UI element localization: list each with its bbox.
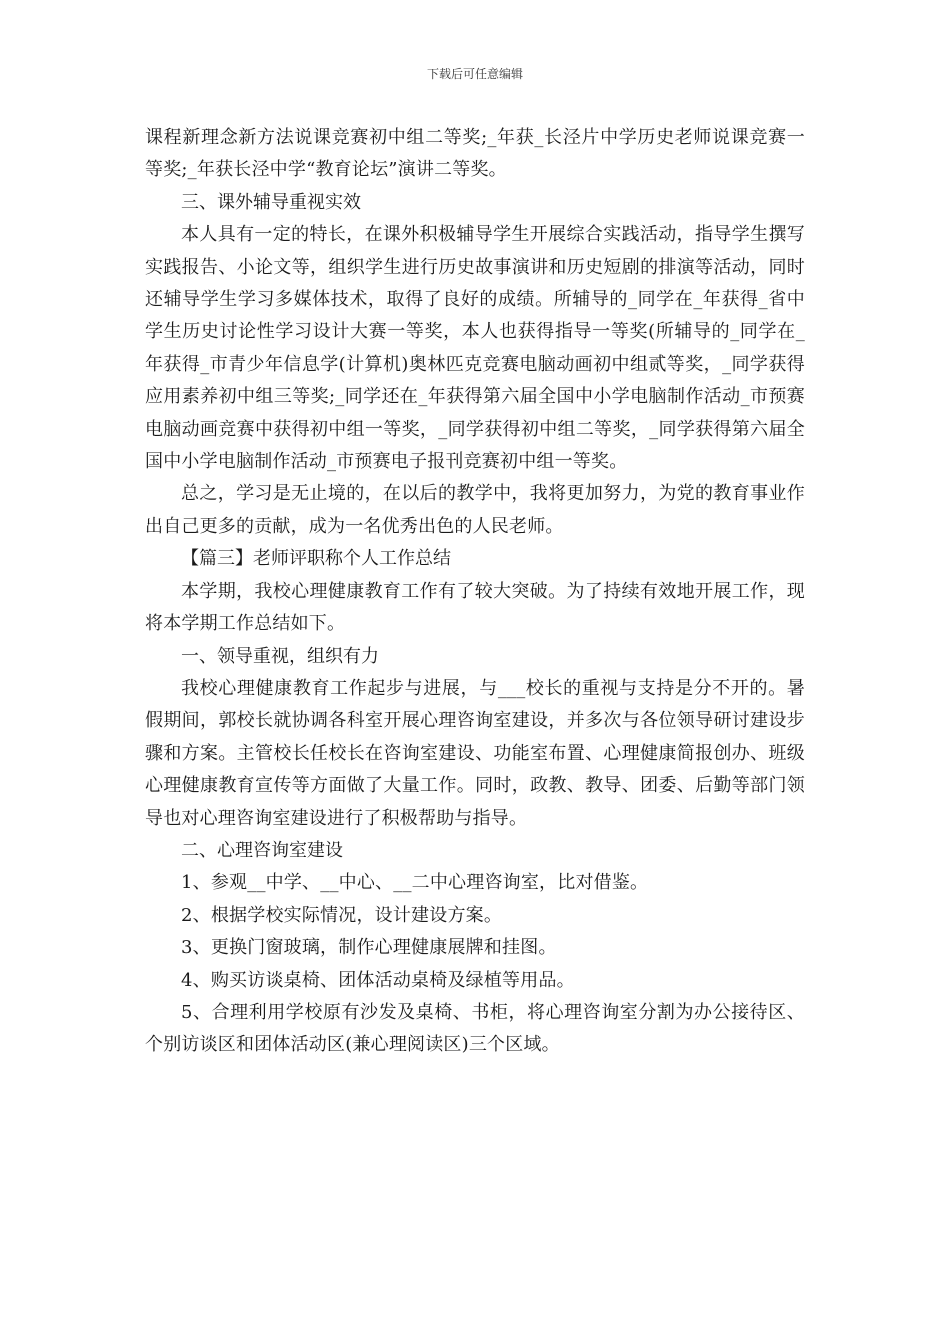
paragraph-intro: 本学期，我校心理健康教育工作有了较大突破。为了持续有效地开展工作，现将本学期工作总结如下。 [145, 580, 805, 635]
list-item: 4、购买访谈桌椅、团体活动桌椅及绿植等用品。 [181, 969, 575, 991]
section-heading-extracurricular: 三、课外辅导重视实效 [181, 191, 361, 213]
document-body [145, 122, 805, 1062]
list-item: 5、合理利用学校原有沙发及桌椅、书柜，将心理咨询室分割为办公接待区、个别访谈区和团体活动区(兼心理阅读区)三个区域。 [145, 1001, 805, 1056]
list-item: 2、根据学校实际情况，设计建设方案。 [181, 904, 503, 926]
paragraph-leadership: 我校心理健康教育工作起步与进展，与___校长的重视与支持是分不开的。暑假期间，郭校长就协调各科室开展心理咨询室建设，并多次与各位领导研讨建设步骤和方案。主管校长任校长在咨询室建设、功能室布置、心理健康简报创办、班级心理健康教育宣传等方面做了大量工作。同时，政教、教导、团委、后勤等部门领导也对心理咨询室建设进行了积极帮助与指导。 [145, 677, 805, 829]
paragraph-awards-continued: 课程新理念新方法说课竞赛初中组二等奖;_年获_长泾片中学历史老师说课竞赛一等奖;_年获长泾中学“教育论坛”演讲二等奖。 [145, 127, 805, 181]
list-item: 1、参观__中学、__中心、__二中心理咨询室，比对借鉴。 [181, 872, 649, 894]
list-item: 3、更换门窗玻璃，制作心理健康展牌和挂图。 [181, 937, 557, 959]
header-note: 下载后可任意编辑 [426, 67, 523, 81]
paragraph-conclusion: 总之，学习是无止境的，在以后的教学中，我将更加努力，为党的教育事业作出自己更多的贡献，成为一名优秀出色的人民老师。 [145, 483, 805, 537]
section-heading-counseling-room: 二、心理咨询室建设 [181, 839, 343, 861]
article-heading: 【篇三】老师评职称个人工作总结 [181, 548, 451, 570]
section-heading-leadership: 一、领导重视，组织有力 [181, 645, 379, 667]
paragraph-extracurricular: 本人具有一定的特长，在课外积极辅导学生开展综合实践活动，指导学生撰写实践报告、小论文等，组织学生进行历史故事演讲和历史短剧的排演等活动，同时还辅导学生学习多媒体技术，取得了良好的成绩。所辅导的_同学在_年获得_省中学生历史讨论性学习设计大赛一等奖，本人也获得指导一等奖(所辅导的_同学在_年获得_市青少年信息学(计算机)奥林匹克竞赛电脑动画初中组贰等奖，_同学获得应用素养初中组三等奖;_同学还在_年获得第六届全国中小学电脑制作活动_市预赛电脑动画竞赛中获得初中组一等奖，_同学获得初中组二等奖，_同学获得第六届全国中小学电脑制作活动_市预赛电子报刊竞赛初中组一等奖。 [145, 224, 805, 473]
